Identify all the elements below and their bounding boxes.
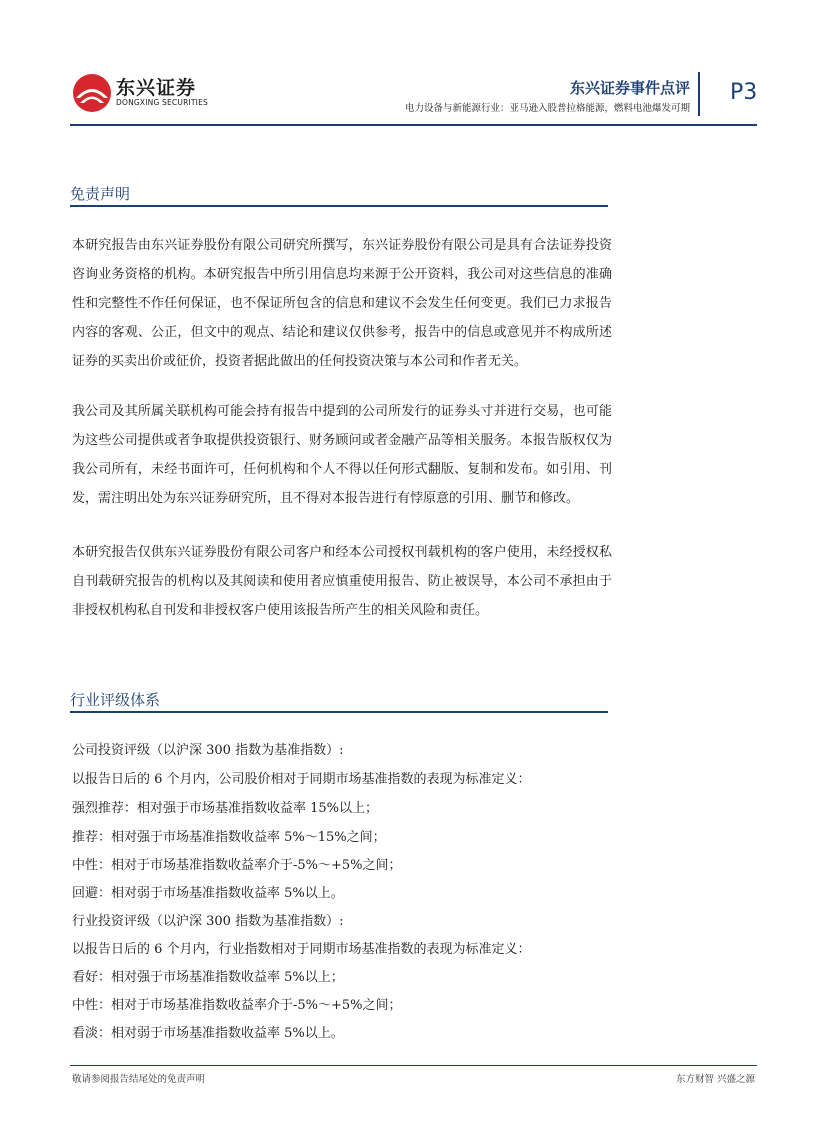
disclaimer-rule (70, 205, 608, 207)
header-divider (698, 72, 700, 116)
rating-line: 以报告日后的 6 个月内，公司股价相对于同期市场基准指数的表现为标准定义： (72, 772, 531, 787)
rating-line: 强烈推荐：相对强于市场基准指数收益率 15%以上； (72, 801, 379, 816)
rating-line: 看淡：相对弱于市场基准指数收益率 5%以上。 (72, 1026, 344, 1041)
logo-english-name: DONGXING SECURITIES (116, 98, 208, 107)
rating-line: 回避：相对弱于市场基准指数收益率 5%以上。 (72, 886, 344, 901)
header-rule (70, 124, 757, 126)
disclaimer-paragraph-2: 我公司及其所属关联机构可能会持有报告中提到的公司所发行的证券头寸并进行交易，也可能为这些公司提供或者争取提供投资银行、财务顾问或者金融产品等相关服务。本报告版权仅为我公司所有，未经书面许可，任何机构和个人不得以任何形式翻版、复制和发布。如引用、刊发，需注明出处为东兴证券研究所，且不得对本报告进行有悖原意的引用、删节和修改。 (72, 404, 612, 506)
report-subtitle: 电力设备与新能源行业：亚马逊入股普拉格能源，燃料电池爆发可期 (404, 103, 690, 114)
logo-chinese-name: 东兴证券 (116, 77, 197, 99)
rating-line: 推荐：相对强于市场基准指数收益率 5%～15%之间； (72, 830, 386, 845)
rating-line: 行业投资评级（以沪深 300 指数为基准指数）: (72, 914, 344, 929)
rating-line: 看好：相对强于市场基准指数收益率 5%以上； (72, 970, 344, 985)
series-title: 东兴证券事件点评 (569, 79, 690, 97)
rating-line: 中性：相对于市场基准指数收益率介于-5%～+5%之间； (72, 998, 402, 1013)
footer-slogan: 东方财智 兴盛之源 (675, 1074, 755, 1085)
rating-line: 公司投资评级（以沪深 300 指数为基准指数）: (72, 743, 344, 758)
footer-rule (70, 1065, 757, 1066)
rating-line: 中性：相对于市场基准指数收益率介于-5%～+5%之间； (72, 858, 402, 873)
rating-rule (70, 711, 608, 713)
disclaimer-title: 免责声明 (70, 185, 131, 203)
page-number: P3 (730, 80, 758, 105)
company-logo (70, 72, 114, 114)
disclaimer-paragraph-3: 本研究报告仅供东兴证券股份有限公司客户和经本公司授权刊载机构的客户使用，未经授权私自刊载研究报告的机构以及其阅读和使用者应慎重使用报告、防止被误导，本公司不承担由于非授权机构私自刊发和非授权客户使用该报告所产生的相关风险和责任。 (72, 545, 612, 618)
disclaimer-paragraph-1: 本研究报告由东兴证券股份有限公司研究所撰写，东兴证券股份有限公司是具有合法证券投资咨询业务资格的机构。本研究报告中所引用信息均来源于公开资料，我公司对这些信息的准确性和完整性不作任何保证，也不保证所包含的信息和建议不会发生任何变更。我们已力求报告内容的客观、公正，但文中的观点、结论和建议仅供参考，报告中的信息或意见并不构成所述证券的买卖出价或征价，投资者据此做出的任何投资决策与本公司和作者无关。 (72, 238, 612, 369)
rating-line: 以报告日后的 6 个月内，行业指数相对于同期市场基准指数的表现为标准定义： (72, 942, 531, 957)
rating-title: 行业评级体系 (70, 691, 161, 709)
footer-left-note: 敬请参阅报告结尾处的免责声明 (72, 1074, 206, 1085)
